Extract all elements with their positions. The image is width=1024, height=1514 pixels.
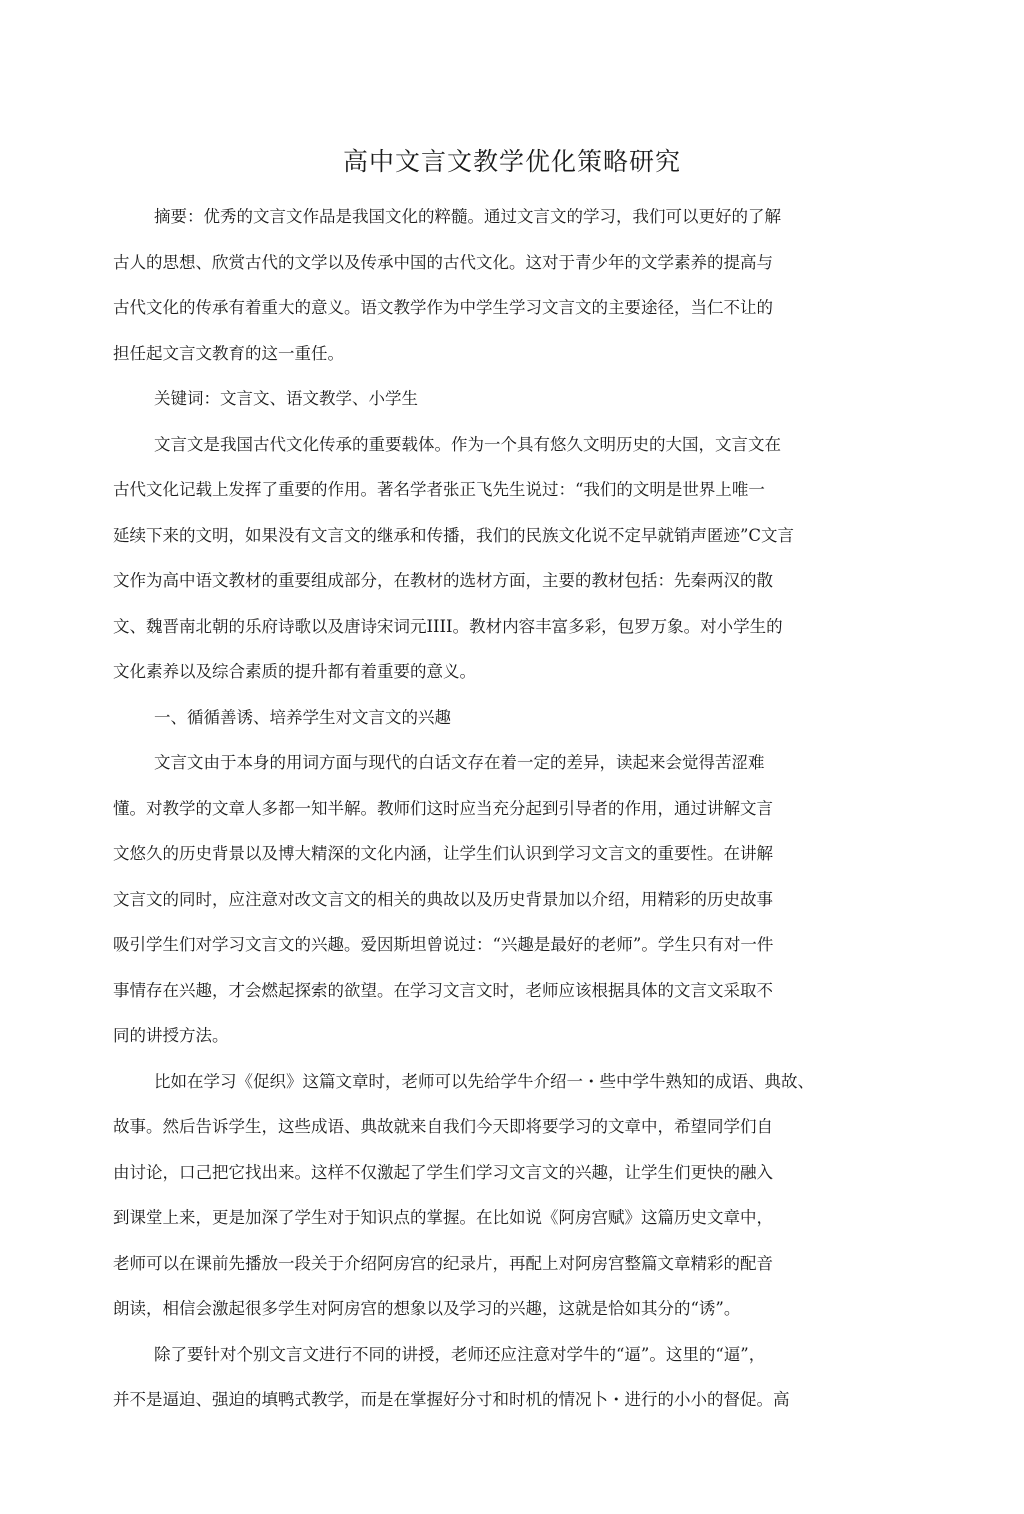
text-line: 延续下来的文明，如果没有文言文的继承和传播，我们的民族文化说不定早就销声匿迹”C文言 xyxy=(113,525,795,545)
document-body xyxy=(113,194,893,1423)
text-line: 摘要：优秀的文言文作品是我国文化的粹髓。通过文言文的学习，我们可以更好的了解 xyxy=(154,207,781,226)
text-line: 吸引学生们对学习文言文的兴趣。爱因斯坦曾说过：“兴趣是最好的老师”。学生只有对一件 xyxy=(113,935,774,954)
text-line: 文言文是我国古代文化传承的重要载体。作为一个具有悠久文明历史的大国，文言文在 xyxy=(154,434,781,454)
text-line: 文言文由于本身的用词方面与现代的白话文存在着一定的差异，读起来会觉得苦涩难 xyxy=(154,753,765,772)
text-line: 比如在学习《促织》这篇文章时，老师可以先给学牛介绍一・些中学牛熟知的成语、典故、 xyxy=(154,1071,814,1091)
text-line: 到课堂上来，更是加深了学生对于知识点的掌握。在比如说《阿房宫赋》这篇历史文章中， xyxy=(113,1208,773,1227)
text-line: 故事。然后告诉学生，这些成语、典故就来自我们今天即将要学习的文章中，希望同学们自 xyxy=(113,1117,773,1136)
text-line: 文化素养以及综合素质的提升都有着重要的意义。 xyxy=(113,662,476,681)
text-line: 文、魏晋南北朝的乐府诗歌以及唐诗宋词元IIII。教材内容丰富多彩，包罗万象。对小学生的 xyxy=(113,616,783,636)
text-line: 老师可以在课前先播放一段关于介绍阿房宫的纪录片，再配上对阿房宫整篇文章精彩的配音 xyxy=(113,1253,773,1273)
text-line: 古人的思想、欣赏古代的文学以及传承中国的古代文化。这对于青少年的文学素养的提高与 xyxy=(113,252,773,272)
text-line: 朗读，相信会激起很多学生对阿房宫的想象以及学习的兴趣，这就是恰如其分的“诱”。 xyxy=(113,1299,741,1318)
text-line: 并不是逼迫、强迫的填鸭式教学，而是在掌握好分寸和时机的情况卜・进行的小小的督促。高 xyxy=(113,1390,790,1409)
text-line: 懂。对教学的文章人多都一知半解。教师们这时应当充分起到引导者的作用，通过讲解文言 xyxy=(113,798,773,818)
text-line: 担任起文言文教育的这一重任。 xyxy=(113,343,344,363)
text-line: 同的讲授方法。 xyxy=(113,1026,229,1045)
text-line: 由讨论，口己把它找出来。这样不仅激起了学生们学习文言文的兴趣，让学生们更快的融入 xyxy=(113,1162,773,1182)
text-line: 文作为高中语文教材的重要组成部分，在教材的选材方面，主要的教材包括：先秦两汉的散 xyxy=(113,571,773,590)
text-line: 关键词：文言文、语文教学、小学生 xyxy=(154,389,418,408)
text-line: 古代文化的传承有着重大的意义。语文教学作为中学生学习文言文的主要途径，当仁不让的 xyxy=(113,298,773,317)
text-line: 除了要针对个别文言文进行不同的讲授，老师还应注意对学牛的“逼”。这里的“逼”， xyxy=(154,1344,766,1364)
text-line: 事情存在兴趣，才会燃起探索的欲望。在学习文言文时，老师应该根据具体的文言文采取不 xyxy=(113,980,773,1000)
text-line: 文言文的同时，应注意对改文言文的相关的典故以及历史背景加以介绍，用精彩的历史故事 xyxy=(113,889,773,909)
text-line: 一、循循善诱、培养学生对文言文的兴趣 xyxy=(154,707,451,727)
text-line: 文悠久的历史背景以及博大精深的文化内涵，让学生们认识到学习文言文的重要性。在讲解 xyxy=(113,844,773,863)
text-line: 古代文化记载上发挥了重要的作用。著名学者张正飞先生说过：“我们的文明是世界上唯一 xyxy=(113,480,765,499)
document-title: 高中文言文教学优化策略研究 xyxy=(342,147,681,176)
